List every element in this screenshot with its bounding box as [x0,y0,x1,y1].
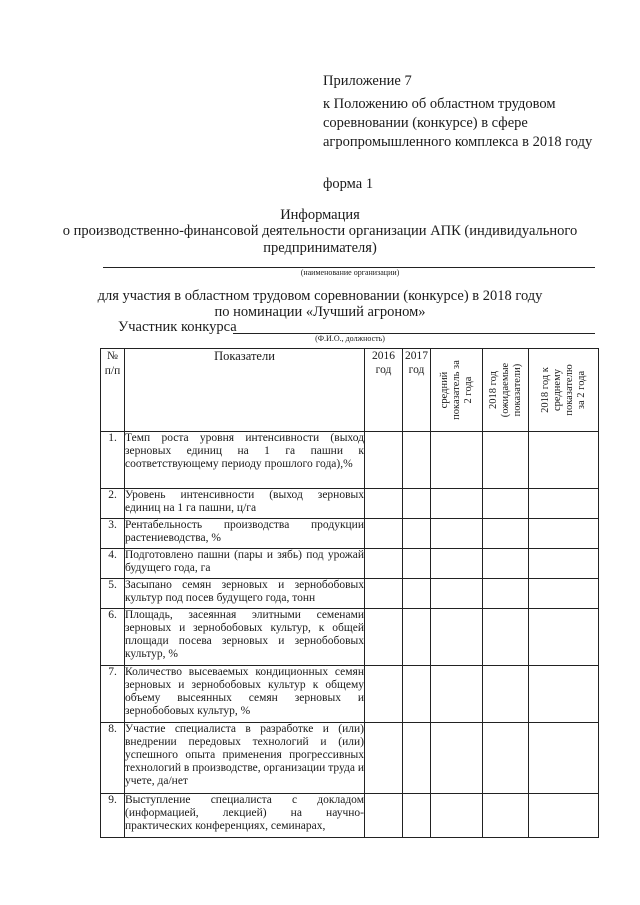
cell-ratio[interactable] [529,794,599,838]
table-row [101,579,599,609]
table-row [101,794,599,838]
cell-ratio[interactable] [529,519,599,549]
col-header-average-l2: показатель за [450,360,462,420]
col-header-ratio-l2: среднему [551,369,563,411]
cell-2017[interactable] [403,723,431,794]
row-indicator: Подготовлено пашни (пары и зябь) под урожай будущего года, га [125,549,365,579]
form-label: форма 1 [323,176,374,192]
cell-2017[interactable] [403,609,431,666]
col-header-indicator: Показатели [125,349,365,432]
cell-average[interactable] [431,723,483,794]
row-number: 1. [101,432,125,489]
cell-average[interactable] [431,489,483,519]
row-indicator: Выступление специалиста с докладом (информацией, лекцией) на научно-практических конференциях, семинарах, [125,794,365,838]
cell-2016[interactable] [365,794,403,838]
cell-2017[interactable] [403,794,431,838]
cell-2017[interactable] [403,666,431,723]
col-header-ratio-l1: 2018 год к [539,367,551,413]
cell-2016[interactable] [365,723,403,794]
table-row [101,519,599,549]
col-header-2018-l2: (ожидаемые [499,362,511,418]
cell-average[interactable] [431,794,483,838]
col-header-average-l3: 2 года [462,376,474,404]
cell-2016[interactable] [365,489,403,519]
cell-average[interactable] [431,432,483,489]
cell-2018[interactable] [483,666,529,723]
row-indicator: Уровень интенсивности (выход зерновых единиц на 1 га пашни, ц/га [125,489,365,519]
table-row [101,609,599,666]
row-number: 8. [101,723,125,794]
col-header-ratio-l4: за 2 года [575,370,587,410]
row-number: 7. [101,666,125,723]
row-number: 5. [101,579,125,609]
cell-2018[interactable] [483,519,529,549]
cell-2016[interactable] [365,519,403,549]
purpose-line-2: по номинации «Лучший агроном» [214,304,426,320]
table-row [101,489,599,519]
cell-2016[interactable] [365,579,403,609]
col-header-2018 [483,349,529,432]
row-indicator: Засыпано семян зерновых и зернобобовых культур под посев будущего года, тонн [125,579,365,609]
cell-average[interactable] [431,609,483,666]
row-indicator: Темп роста уровня интенсивности (выход зерновых единиц на 1 га пашни к соответствующему периоду прошлого года),% [125,432,365,489]
appendix-line-1: к Положению об областном трудовом [323,96,556,112]
cell-ratio[interactable] [529,432,599,489]
cell-2016[interactable] [365,432,403,489]
cell-average[interactable] [431,579,483,609]
participant-caption: (Ф.И.О., должность) [315,334,385,343]
cell-2017[interactable] [403,519,431,549]
row-indicator: Площадь, засеянная элитными семенами зерновых и зернобобовых культур, к общей площади посева зерновых и зернобобовых культур, % [125,609,365,666]
cell-2018[interactable] [483,794,529,838]
cell-2018[interactable] [483,723,529,794]
cell-2016[interactable] [365,609,403,666]
heading-title: Информация [280,207,360,223]
col-header-2018-l1: 2018 год [487,371,499,409]
indicators-table [100,348,599,838]
cell-ratio[interactable] [529,579,599,609]
cell-2017[interactable] [403,549,431,579]
table-header-row [101,349,599,432]
row-number: 3. [101,519,125,549]
appendix-line-2: соревновании (конкурсе) в сфере [323,115,528,131]
col-header-ratio [529,349,599,432]
row-number: 9. [101,794,125,838]
row-number: 4. [101,549,125,579]
row-number: 6. [101,609,125,666]
col-header-average-l1: средний [438,371,450,409]
cell-ratio[interactable] [529,723,599,794]
cell-ratio[interactable] [529,549,599,579]
col-header-2018-l3: показатели) [511,363,523,417]
table-row [101,723,599,794]
col-header-number: № п/п [101,349,125,432]
org-caption: (наименование организации) [300,268,400,277]
row-indicator: Рентабельность производства продукции растениеводства, % [125,519,365,549]
cell-2018[interactable] [483,432,529,489]
appendix-title: Приложение 7 [323,73,412,89]
col-header-average [431,349,483,432]
participant-label: Участник конкурса [118,319,237,335]
heading-line-2: предпринимателя) [263,240,377,256]
cell-2018[interactable] [483,489,529,519]
cell-average[interactable] [431,519,483,549]
col-header-2016: 2016 год [365,349,403,432]
cell-2017[interactable] [403,579,431,609]
heading-line-1: о производственно-финансовой деятельности организации АПК (индивидуального [62,223,578,239]
cell-ratio[interactable] [529,666,599,723]
cell-average[interactable] [431,549,483,579]
row-indicator: Участие специалиста в разработке и (или) внедрении передовых технологий и (или) успешного опыта применения прогрессивных технологий в производстве, организации труда и учете, да/нет [125,723,365,794]
col-header-2017: 2017 год [403,349,431,432]
cell-2018[interactable] [483,549,529,579]
row-indicator: Количество высеваемых кондиционных семян зерновых и зернобобовых культур к общему объему высеянных семян зерновых и зернобобовых культур, % [125,666,365,723]
table-row [101,549,599,579]
appendix-line-3: агропромышленного комплекса в 2018 году [323,134,593,150]
cell-2018[interactable] [483,579,529,609]
cell-average[interactable] [431,666,483,723]
row-number: 2. [101,489,125,519]
cell-2017[interactable] [403,489,431,519]
cell-2018[interactable] [483,609,529,666]
table-row [101,666,599,723]
col-header-ratio-l3: показателю [563,364,575,416]
cell-ratio[interactable] [529,489,599,519]
cell-2016[interactable] [365,666,403,723]
table-row [101,432,599,489]
cell-ratio[interactable] [529,609,599,666]
purpose-line-1: для участия в областном трудовом соревновании (конкурсе) в 2018 году [97,288,543,304]
cell-2016[interactable] [365,549,403,579]
cell-2017[interactable] [403,432,431,489]
